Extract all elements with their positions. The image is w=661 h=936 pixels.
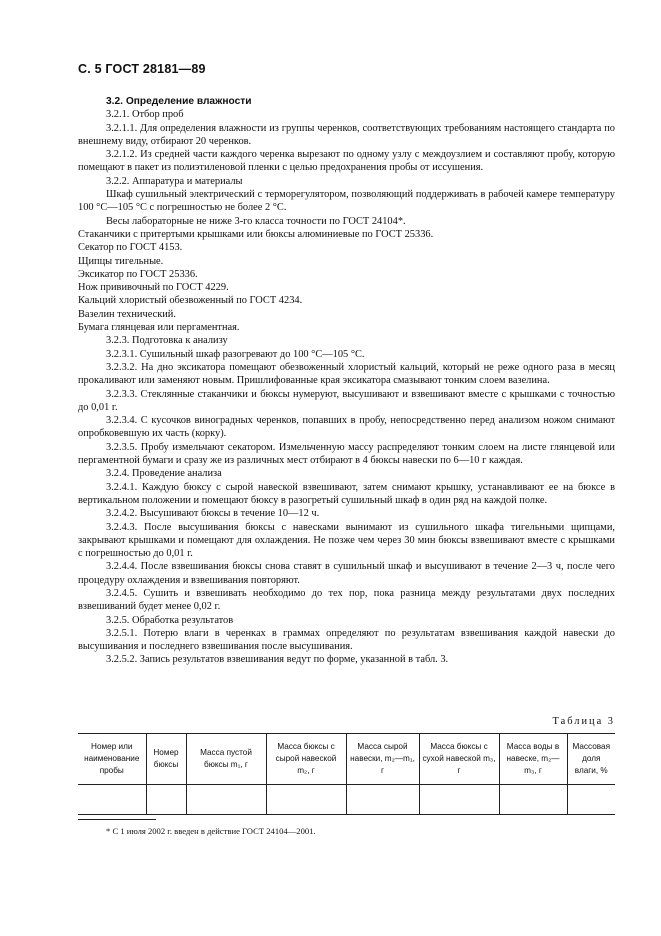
column-header: Массовая доля влаги, % <box>567 734 615 785</box>
paragraph: 3.2.1.2. Из средней части каждого черенка вырезают по одному узлу с междоузлием и составляют пробу, которую помещают в пакет из полиэтиленовой пленки с целью предохранения пробы от иссушения. <box>78 149 615 174</box>
table-cell <box>78 785 146 815</box>
column-header: Масса пустой бюксы m₁, г <box>186 734 266 785</box>
paragraph: 3.2.3.1. Сушильный шкаф разогревают до 100 °С—105 °С. <box>106 348 365 360</box>
paragraph: Весы лабораторные не ниже 3-го класса точности по ГОСТ 24104*. <box>106 215 406 227</box>
paragraph: 3.2.3.4. С кусочков виноградных черенков, попавших в пробу, непосредственно перед анализом ножом снимают опробковевшую их часть (корку). <box>78 415 615 440</box>
column-header: Номер бюксы <box>146 734 186 785</box>
table-header-row <box>78 734 615 785</box>
paragraph: 3.2.3.2. На дно эксикатора помещают обезвоженный хлористый кальций, который не реже одного раза в месяц прокаливают или заменяют новым. Пришлифованные края эксикатора смазывают тонким слоем вазелина. <box>78 361 615 387</box>
paragraph: 3.2.1.1. Для определения влажности из группы черенков, соответствующих требованиям настоящего стандарта по внешнему виду, отбирают 20 черенков. <box>78 122 615 147</box>
paragraph: Секатор по ГОСТ 4153. <box>78 242 183 254</box>
footnote-divider <box>78 819 156 820</box>
table-cell <box>146 785 186 815</box>
paragraph: 3.2.3. Подготовка к анализу <box>106 335 228 347</box>
paragraph: 3.2.3.5. Пробу измельчают секатором. Измельченную массу распределяют тонким слоем на листе глянцевой или пергаментной бумаги и сразу же из различных мест отбирают в 4 бюксы навески по 6—10 г каждая. <box>78 441 615 467</box>
column-header: Масса сырой навески, m₂—m₁, г <box>346 734 419 785</box>
column-header: Масса бюксы с сырой навеской m₂, г <box>266 734 346 785</box>
table-cell <box>346 785 419 815</box>
table-cell <box>419 785 499 815</box>
table-cell <box>499 785 567 815</box>
paragraph-list <box>78 108 615 666</box>
paragraph: 3.2.4. Проведение анализа <box>106 468 222 480</box>
paragraph: 3.2.4.2. Высушивают бюксы в течение 10—12 ч. <box>106 508 320 520</box>
paragraph: Щипцы тигельные. <box>78 255 164 267</box>
paragraph: 3.2.4.4. После взвешивания бюксы снова ставят в сушильный шкаф и высушивают в течение 2—3 ч, после чего процедуру охлаждения и взвешивания повторяют. <box>78 561 615 586</box>
column-header: Масса воды в навеске, m₂—m₃, г <box>499 734 567 785</box>
paragraph: 3.2.3.3. Стеклянные стаканчики и бюксы нумеруют, высушивают и взвешивают вместе с крышками с точностью до 0,01 г. <box>78 388 615 413</box>
table-cell <box>567 785 615 815</box>
table-cell <box>186 785 266 815</box>
paragraph: 3.2.4.3. После высушивания бюксы с навесками вынимают из сушильного шкафа тигельными щипцами, закрывают крышками и помещают для охлаждения. Не позже чем через 30 мин бюксы взвешивают вместе с крышками с погрешностью до 0,01 г. <box>78 521 615 560</box>
page-header: С. 5 ГОСТ 28181—89 <box>78 62 206 76</box>
column-header: Номер или наименование пробы <box>78 734 146 785</box>
paragraph: 3.2.4.1. Каждую бюксу с сырой навеской взвешивают, затем снимают крышку, устанавливают ее на бюксе в вертикальном положении и помещают бюксу в разогретый сушильный шкаф в один ряд на каждой полке. <box>78 481 615 506</box>
table-row <box>78 785 615 815</box>
paragraph: Нож прививочный по ГОСТ 4229. <box>78 282 229 294</box>
paragraph: Вазелин технический. <box>78 308 176 320</box>
column-header: Масса бюксы с сухой навеской m₃, г <box>419 734 499 785</box>
paragraph: 3.2.1. Отбор проб <box>106 109 184 121</box>
paragraph: Эксикатор по ГОСТ 25336. <box>78 268 198 280</box>
paragraph: Бумага глянцевая или пергаментная. <box>78 322 240 334</box>
paragraph: Кальций хлористый обезвоженный по ГОСТ 4234. <box>78 295 303 307</box>
paragraph: 3.2.5.1. Потерю влаги в черенках в граммах определяют по результатам взвешивания каждой навески до высушивания и последнего взвешивания после высушивания. <box>78 627 615 653</box>
paragraph: Стаканчики с притертыми крышками или бюксы алюминиевые по ГОСТ 25336. <box>78 228 434 240</box>
table-cell <box>266 785 346 815</box>
body-text <box>78 95 615 667</box>
paragraph: 3.2.2. Аппаратура и материалы <box>106 175 243 187</box>
paragraph: 3.2.4.5. Сушить и взвешивать необходимо до тех пор, пока разница между результатами двух последних взвешиваний будет менее 0,02 г. <box>78 587 615 613</box>
weighing-results-table <box>78 733 615 815</box>
footnote: * С 1 июля 2002 г. введен в действие ГОСТ 24104—2001. <box>106 826 316 836</box>
table-caption: Таблица 3 <box>552 716 615 727</box>
section-title: 3.2. Определение влажности <box>106 96 252 107</box>
paragraph: 3.2.5. Обработка результатов <box>106 614 234 626</box>
paragraph: Шкаф сушильный электрический с терморегулятором, позволяющий поддерживать в рабочей камере температуру 100 °С—105 °С с погрешностью не более 2 °С. <box>78 189 615 214</box>
paragraph: 3.2.5.2. Запись результатов взвешивания ведут по форме, указанной в табл. 3. <box>106 654 449 666</box>
